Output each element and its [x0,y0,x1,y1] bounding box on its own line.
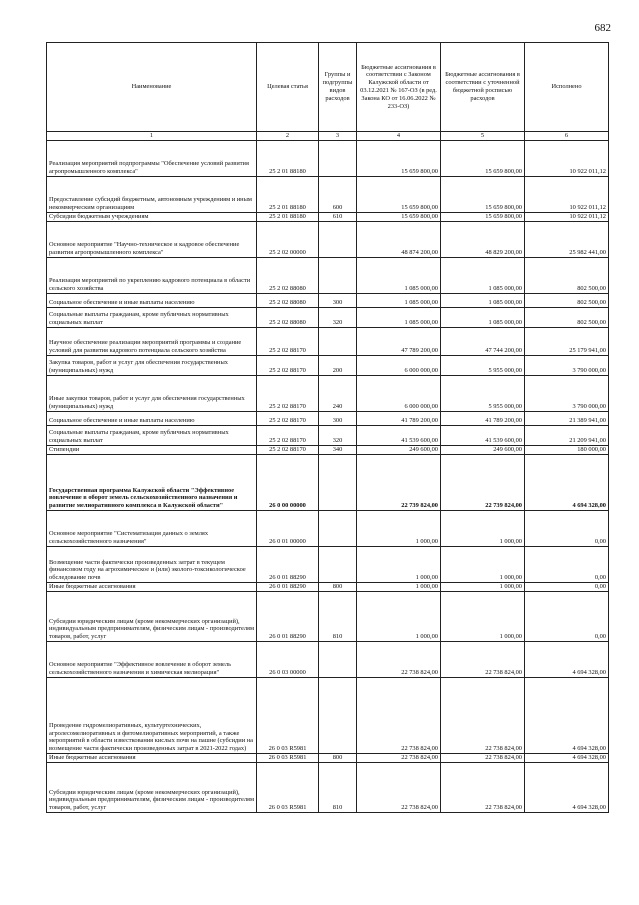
row-name: Проведение гидромелиоративных, культуртехнических, агролесомелиоративных и фитомелиоративных мероприятий, а также мероприятий в области известкования кислых почв на пашне (субсидии на возмещение части фактически произведенных затрат в 2021-2022 годах) [47,678,257,754]
row-target-code: 25 2 01 88180 [257,177,319,213]
row-refined-amount: 15 659 800,00 [441,177,525,213]
row-expense-type: 320 [319,308,357,328]
table-row [47,222,609,258]
row-law-amount: 6 000 000,00 [357,376,441,412]
row-target-code: 25 2 02 88170 [257,446,319,455]
row-law-amount: 22 738 824,00 [357,678,441,754]
row-target-code: 25 2 02 88170 [257,426,319,446]
row-target-code: 26 0 03 R5981 [257,678,319,754]
row-law-amount: 15 659 800,00 [357,141,441,177]
row-law-amount: 1 000,00 [357,592,441,642]
table-row [47,511,609,547]
column-number: 3 [319,132,357,141]
row-executed-amount: 802 500,00 [525,294,609,308]
row-executed-amount: 0,00 [525,583,609,592]
table-row [47,426,609,446]
table-row [47,213,609,222]
row-law-amount: 22 738 824,00 [357,763,441,813]
row-law-amount: 41 539 600,00 [357,426,441,446]
row-refined-amount: 22 738 824,00 [441,678,525,754]
row-executed-amount: 0,00 [525,592,609,642]
row-law-amount: 1 000,00 [357,547,441,583]
table-row [47,376,609,412]
row-name: Социальное обеспечение и иные выплаты населению [47,412,257,426]
row-expense-type [319,642,357,678]
row-refined-amount: 41 789 200,00 [441,412,525,426]
row-executed-amount: 10 922 011,12 [525,177,609,213]
row-expense-type: 810 [319,763,357,813]
row-refined-amount: 41 539 600,00 [441,426,525,446]
row-executed-amount: 3 790 000,00 [525,356,609,376]
row-target-code: 25 2 01 88180 [257,141,319,177]
row-target-code: 25 2 01 88180 [257,213,319,222]
row-expense-type [319,511,357,547]
table-row [47,356,609,376]
row-target-code: 26 0 03 R5981 [257,754,319,763]
table-row [47,455,609,511]
row-expense-type [319,678,357,754]
column-number: 1 [47,132,257,141]
row-name: Субсидии юридическим лицам (кроме некоммерческих организаций), индивидуальным предпринимателям, физическим лицам - производителям товаров, работ, услуг [47,592,257,642]
row-refined-amount: 1 085 000,00 [441,308,525,328]
row-refined-amount: 5 955 000,00 [441,356,525,376]
row-law-amount: 41 789 200,00 [357,412,441,426]
row-refined-amount: 5 955 000,00 [441,376,525,412]
row-law-amount: 1 000,00 [357,511,441,547]
row-executed-amount: 21 209 941,00 [525,426,609,446]
table-row [47,547,609,583]
row-target-code: 25 2 02 88080 [257,294,319,308]
row-executed-amount: 4 694 328,00 [525,754,609,763]
row-name: Реализация мероприятий по укреплению кадрового потенциала в области сельского хозяйства [47,258,257,294]
row-executed-amount: 180 000,00 [525,446,609,455]
row-name: Иные бюджетные ассигнования [47,754,257,763]
row-refined-amount: 15 659 800,00 [441,213,525,222]
row-target-code: 26 0 01 88290 [257,592,319,642]
row-expense-type [319,455,357,511]
row-expense-type [319,141,357,177]
row-refined-amount: 1 000,00 [441,592,525,642]
row-refined-amount: 22 738 824,00 [441,754,525,763]
row-executed-amount: 25 982 441,00 [525,222,609,258]
header-target: Целевая статья [257,43,319,132]
row-executed-amount: 0,00 [525,547,609,583]
row-executed-amount: 0,00 [525,511,609,547]
row-target-code: 25 2 02 88170 [257,328,319,356]
row-refined-amount: 15 659 800,00 [441,141,525,177]
table-row [47,328,609,356]
row-expense-type: 800 [319,754,357,763]
table-row [47,642,609,678]
column-number: 4 [357,132,441,141]
row-name: Основное мероприятие "Эффективное вовлечение в оборот земель сельскохозяйственного назначения и химическая мелиорация" [47,642,257,678]
page-number: 682 [594,22,611,34]
row-target-code: 25 2 02 88170 [257,412,319,426]
row-executed-amount: 4 694 328,00 [525,455,609,511]
row-law-amount: 6 000 000,00 [357,356,441,376]
row-target-code: 25 2 02 88170 [257,376,319,412]
row-refined-amount: 249 600,00 [441,446,525,455]
row-name: Иные бюджетные ассигнования [47,583,257,592]
row-refined-amount: 22 738 824,00 [441,642,525,678]
row-law-amount: 15 659 800,00 [357,177,441,213]
row-law-amount: 15 659 800,00 [357,213,441,222]
row-target-code: 26 0 01 00000 [257,511,319,547]
row-target-code: 26 0 01 88290 [257,583,319,592]
row-name: Научное обеспечение реализации мероприятий программы и создание условий для развития кадрового потенциала сельского хозяйства [47,328,257,356]
row-executed-amount: 10 922 011,12 [525,213,609,222]
row-target-code: 26 0 00 00000 [257,455,319,511]
row-name: Основное мероприятие "Научно-техническое и кадровое обеспечение развития агропромышленного комплекса" [47,222,257,258]
row-executed-amount: 3 790 000,00 [525,376,609,412]
row-target-code: 25 2 02 88080 [257,258,319,294]
table-row [47,763,609,813]
row-refined-amount: 1 000,00 [441,511,525,547]
column-number: 6 [525,132,609,141]
row-refined-amount: 47 744 200,00 [441,328,525,356]
row-expense-type: 320 [319,426,357,446]
row-executed-amount: 4 694 328,00 [525,678,609,754]
table-row [47,583,609,592]
row-expense-type: 810 [319,592,357,642]
table-row [47,141,609,177]
row-refined-amount: 1 000,00 [441,583,525,592]
row-expense-type [319,222,357,258]
row-executed-amount: 802 500,00 [525,258,609,294]
row-name: Субсидии юридическим лицам (кроме некоммерческих организаций), индивидуальным предпринимателям, физическим лицам - производителям товаров, работ, услуг [47,763,257,813]
table-row [47,678,609,754]
row-name: Государственная программа Калужской области "Эффективное вовлечение в оборот земель сельскохозяйственного назначения и развитие мелиоративного комплекса в Калужской области" [47,455,257,511]
row-expense-type: 300 [319,412,357,426]
table-row [47,294,609,308]
row-expense-type: 200 [319,356,357,376]
row-name: Стипендии [47,446,257,455]
row-expense-type [319,547,357,583]
row-expense-type [319,328,357,356]
row-refined-amount: 1 085 000,00 [441,294,525,308]
row-name: Возмещение части фактически произведенных затрат в текущем финансовом году на агрохимическое и (или) эколого-токсикологическое обследование почв [47,547,257,583]
table-row [47,308,609,328]
row-refined-amount: 22 739 824,00 [441,455,525,511]
row-law-amount: 22 738 824,00 [357,642,441,678]
row-target-code: 25 2 02 88080 [257,308,319,328]
row-target-code: 25 2 02 88170 [257,356,319,376]
column-number-row [47,132,609,141]
row-executed-amount: 802 500,00 [525,308,609,328]
row-expense-type: 800 [319,583,357,592]
row-expense-type: 300 [319,294,357,308]
row-executed-amount: 4 694 328,00 [525,763,609,813]
row-expense-type: 600 [319,177,357,213]
row-expense-type [319,258,357,294]
header-name: Наименование [47,43,257,132]
row-law-amount: 1 085 000,00 [357,308,441,328]
row-refined-amount: 22 738 824,00 [441,763,525,813]
row-name: Субсидии бюджетным учреждениям [47,213,257,222]
row-law-amount: 1 085 000,00 [357,294,441,308]
row-law-amount: 47 789 200,00 [357,328,441,356]
table-row [47,412,609,426]
row-refined-amount: 1 000,00 [441,547,525,583]
row-law-amount: 249 600,00 [357,446,441,455]
row-refined-amount: 1 085 000,00 [441,258,525,294]
row-law-amount: 22 738 824,00 [357,754,441,763]
table-row [47,446,609,455]
row-target-code: 25 2 02 00000 [257,222,319,258]
column-number: 5 [441,132,525,141]
row-target-code: 26 0 03 00000 [257,642,319,678]
row-name: Предоставление субсидий бюджетным, автономным учреждениям и иным некоммерческим организациям [47,177,257,213]
row-law-amount: 48 874 200,00 [357,222,441,258]
row-refined-amount: 48 829 200,00 [441,222,525,258]
row-expense-type: 340 [319,446,357,455]
header-law: Бюджетные ассигнования в соответствии с Законом Калужской области от 03.12.2021 № 167-ОЗ (в ред. Закона КО от 16.06.2022 № 233-ОЗ) [357,43,441,132]
row-name: Социальные выплаты гражданам, кроме публичных нормативных социальных выплат [47,308,257,328]
row-expense-type: 610 [319,213,357,222]
header-row [47,43,609,132]
row-target-code: 26 0 01 88290 [257,547,319,583]
row-executed-amount: 21 389 941,00 [525,412,609,426]
header-groups: Группы и подгруппы видов расходов [319,43,357,132]
row-name: Социальные выплаты гражданам, кроме публичных нормативных социальных выплат [47,426,257,446]
row-name: Закупка товаров, работ и услуг для обеспечения государственных (муниципальных) нужд [47,356,257,376]
row-expense-type: 240 [319,376,357,412]
row-target-code: 26 0 03 R5981 [257,763,319,813]
row-executed-amount: 25 179 941,00 [525,328,609,356]
row-name: Иные закупки товаров, работ и услуг для обеспечения государственных (муниципальных) нужд [47,376,257,412]
table-row [47,177,609,213]
row-law-amount: 1 085 000,00 [357,258,441,294]
header-executed: Исполнено [525,43,609,132]
row-executed-amount: 10 922 011,12 [525,141,609,177]
column-number: 2 [257,132,319,141]
row-law-amount: 22 739 824,00 [357,455,441,511]
row-executed-amount: 4 694 328,00 [525,642,609,678]
header-refined: Бюджетные ассигнования в соответствии с уточненной бюджетной росписью расходов [441,43,525,132]
row-name: Реализация мероприятий подпрограммы "Обеспечение условий развития агропромышленного комплекса" [47,141,257,177]
table-row [47,592,609,642]
table-row [47,258,609,294]
budget-table [46,42,609,813]
row-law-amount: 1 000,00 [357,583,441,592]
table-row [47,754,609,763]
row-name: Основное мероприятие "Систематизация данных о землях сельскохозяйственного назначения" [47,511,257,547]
row-name: Социальное обеспечение и иные выплаты населению [47,294,257,308]
